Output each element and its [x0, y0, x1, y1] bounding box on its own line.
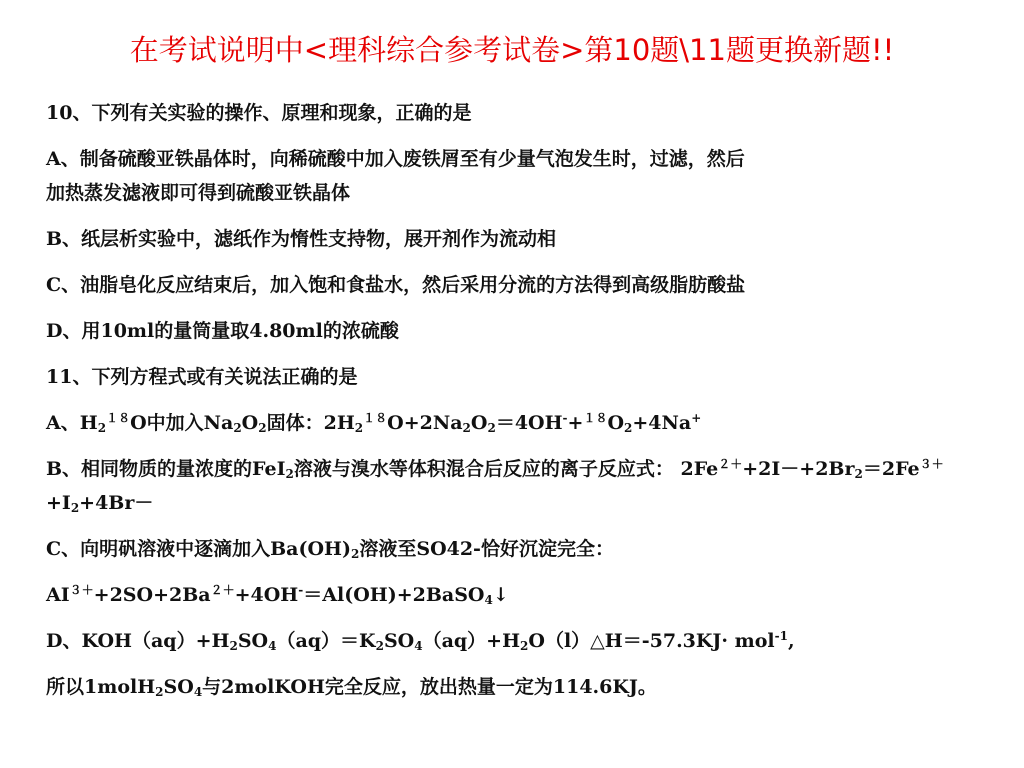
- question-content: [46, 96, 1004, 704]
- q10-option-c: C、油脂皂化反应结束后，加入饱和食盐水，然后采用分流的方法得到高级脂肪酸盐: [46, 274, 746, 296]
- q10-option-b: B、纸层析实验中，滤纸作为惰性支持物，展开剂作为流动相: [46, 228, 557, 250]
- q10-stem: 10、下列有关实验的操作、原理和现象，正确的是: [46, 102, 472, 124]
- q11-option-d-conclusion: 所以$1molH_2SO_4$与2molKOH完全反应，放出热量一定为114.6KJ。: [46, 676, 657, 699]
- q10-option-a-line1: A、制备硫酸亚铁晶体时，向稀硫酸中加入废铁屑至有少量气泡发生时，过滤，然后: [46, 148, 745, 170]
- q10-option-d: D、用10ml的量筒量取4.80ml的浓硫酸: [46, 320, 399, 342]
- q11-option-d: D、$KOH(aq)+H_2SO_4(aq)=K_2SO_4(aq)+H_2O(l)\triangle H=-57.3KJ\cdot mol^{-1}$,: [46, 629, 795, 653]
- q11-option-c-equation: $AI^{3+}+2SO+2Ba^{2+}+4OH^-=Al(OH)+2BaSO_4↓$: [46, 583, 509, 607]
- q11-option-c: C、向明矾溶液中逐滴加入$Ba(OH)_2$溶液至SO42-恰好沉淀完全：: [46, 538, 614, 561]
- q11-stem: 11、下列方程式或有关说法正确的是: [46, 366, 358, 388]
- q11-option-a: A、$H_2^{18}O$中加入$Na_2O_2$固体：$2H_2^{18}O+2Na_2O_2=4OH^-+^{18}O_2+4Na^+$: [46, 411, 702, 435]
- q11-option-b: B、相同物质的量浓度的FeI$_2$溶液与溴水等体积混合后反应的离子反应式： $2Fe^{2+}+2I-+2Br_2=2Fe^{3+}+I_2+4Br-$: [46, 457, 944, 515]
- q10-option-a-line2: 加热蒸发滤液即可得到硫酸亚铁晶体: [46, 182, 351, 204]
- slide-title: 在考试说明中<理科综合参考试卷>第10题\11题更换新题!!: [129, 33, 895, 67]
